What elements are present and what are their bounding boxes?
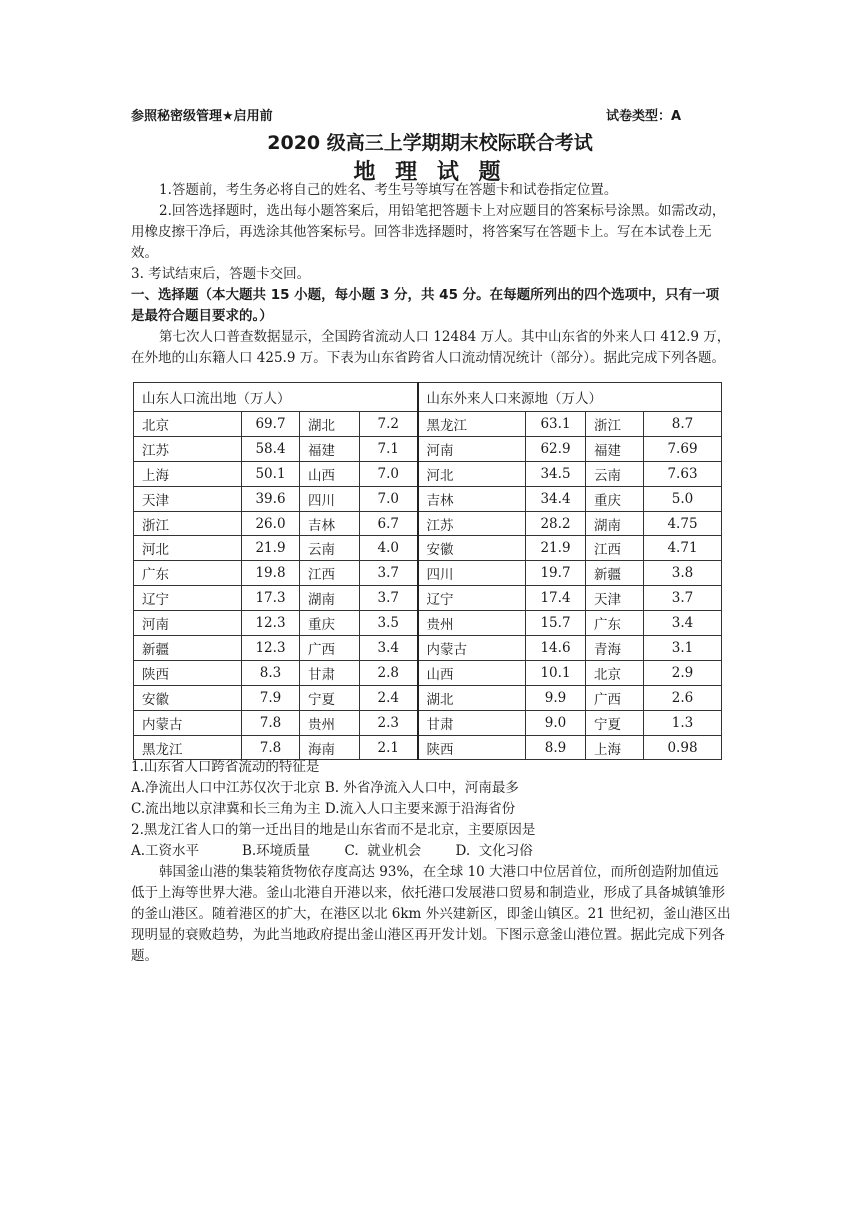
value-cell: 34.4 (526, 486, 586, 511)
value-cell: 34.5 (526, 461, 586, 486)
province-cell: 云南 (300, 536, 360, 561)
table-row (134, 636, 722, 661)
table-row (134, 412, 722, 437)
value-cell: 7.1 (360, 436, 418, 461)
province-cell: 青海 (586, 636, 644, 661)
value-cell: 26.0 (242, 511, 300, 536)
outflow-header: 山东人口流出地（万人） (134, 383, 418, 412)
province-cell: 福建 (300, 436, 360, 461)
province-cell: 山西 (418, 660, 526, 685)
value-cell: 7.0 (360, 461, 418, 486)
question-1-options-cd: C.流出地以京津冀和长三角为主 D.流入人口主要来源于沿海省份 (131, 801, 516, 817)
province-cell: 内蒙古 (134, 710, 242, 735)
province-cell: 甘肃 (418, 710, 526, 735)
province-cell: 贵州 (418, 611, 526, 636)
value-cell: 1.3 (644, 710, 722, 735)
instruction-1: 1.答题前，考生务必将自己的姓名、考生号等填写在答题卡和试卷指定位置。 (159, 182, 618, 198)
value-cell: 7.8 (242, 710, 300, 735)
value-cell: 7.0 (360, 486, 418, 511)
instructions (131, 180, 731, 369)
province-cell: 山西 (300, 461, 360, 486)
value-cell: 69.7 (242, 412, 300, 437)
value-cell: 7.2 (360, 412, 418, 437)
province-cell: 新疆 (134, 636, 242, 661)
province-cell: 宁夏 (586, 710, 644, 735)
value-cell: 12.3 (242, 611, 300, 636)
value-cell: 3.4 (360, 636, 418, 661)
table-row (134, 561, 722, 586)
paper-type-label: 试卷类型：A (606, 109, 682, 124)
subject-title: 地 理 试 题 (353, 160, 507, 185)
province-cell: 天津 (586, 586, 644, 611)
value-cell: 17.4 (526, 586, 586, 611)
province-cell: 安徽 (418, 536, 526, 561)
table-row (134, 611, 722, 636)
value-cell: 5.0 (644, 486, 722, 511)
province-cell: 湖北 (418, 685, 526, 710)
table-row (134, 586, 722, 611)
value-cell: 4.71 (644, 536, 722, 561)
migration-table (133, 382, 722, 760)
table-row (134, 685, 722, 710)
value-cell: 10.1 (526, 660, 586, 685)
province-cell: 内蒙古 (418, 636, 526, 661)
value-cell: 63.1 (526, 412, 586, 437)
section-heading: 一、选择题（本大题共 15 小题，每小题 3 分，共 45 分。在每题所列出的四个选项中，只有一项是最符合题目要求的。） (131, 287, 720, 324)
province-cell: 湖北 (300, 412, 360, 437)
province-cell: 广东 (134, 561, 242, 586)
province-cell: 浙江 (586, 412, 644, 437)
value-cell: 14.6 (526, 636, 586, 661)
value-cell: 15.7 (526, 611, 586, 636)
value-cell: 3.7 (360, 586, 418, 611)
value-cell: 2.6 (644, 685, 722, 710)
value-cell: 19.7 (526, 561, 586, 586)
instruction-3: 3. 考试结束后，答题卡交回。 (131, 266, 311, 282)
province-cell: 吉林 (418, 486, 526, 511)
province-cell: 江苏 (418, 511, 526, 536)
value-cell: 7.63 (644, 461, 722, 486)
value-cell: 9.0 (526, 710, 586, 735)
province-cell: 广西 (300, 636, 360, 661)
province-cell: 河南 (134, 611, 242, 636)
value-cell: 2.4 (360, 685, 418, 710)
province-cell: 陕西 (134, 660, 242, 685)
province-cell: 上海 (586, 735, 644, 760)
table-row (134, 536, 722, 561)
province-cell: 广西 (586, 685, 644, 710)
passage-1: 第七次人口普查数据显示，全国跨省流动人口 12484 万人。其中山东省的外来人口 412.9 万，在外地的山东籍人口 425.9 万。下表为山东省跨省人口流动情况统计（部分）。据此完成下列各题。 (131, 329, 731, 366)
province-cell: 四川 (300, 486, 360, 511)
table-row (134, 436, 722, 461)
province-cell: 江苏 (134, 436, 242, 461)
province-cell: 重庆 (300, 611, 360, 636)
province-cell: 广东 (586, 611, 644, 636)
value-cell: 2.9 (644, 660, 722, 685)
province-cell: 黑龙江 (134, 735, 242, 760)
value-cell: 17.3 (242, 586, 300, 611)
table-row (134, 486, 722, 511)
province-cell: 云南 (586, 461, 644, 486)
table-row (134, 660, 722, 685)
value-cell: 4.75 (644, 511, 722, 536)
province-cell: 辽宁 (418, 586, 526, 611)
province-cell: 河北 (418, 461, 526, 486)
inflow-header: 山东外来人口来源地（万人） (418, 383, 722, 412)
value-cell: 2.8 (360, 660, 418, 685)
value-cell: 3.7 (360, 561, 418, 586)
province-cell: 吉林 (300, 511, 360, 536)
province-cell: 贵州 (300, 710, 360, 735)
province-cell: 江西 (300, 561, 360, 586)
question-1-stem: 1.山东省人口跨省流动的特征是 (131, 759, 320, 775)
value-cell: 3.8 (644, 561, 722, 586)
question-1-options-ab: A.净流出人口中江苏仅次于北京 B. 外省净流入人口中，河南最多 (131, 780, 519, 796)
table-row (134, 461, 722, 486)
value-cell: 3.5 (360, 611, 418, 636)
questions (131, 757, 731, 967)
value-cell: 19.8 (242, 561, 300, 586)
instruction-2: 2.回答选择题时，选出每小题答案后，用铅笔把答题卡上对应题目的答案标号涂黑。如需改动，用橡皮擦干净后，再选涂其他答案标号。回答非选择题时，将答案写在答题卡上。写在本试卷上无效。 (131, 203, 726, 261)
table-body (134, 412, 722, 760)
value-cell: 2.3 (360, 710, 418, 735)
confidentiality-label: 参照秘密级管理★启用前 (131, 109, 273, 124)
value-cell: 0.98 (644, 735, 722, 760)
question-2-stem: 2.黑龙江省人口的第一迁出目的地是山东省而不是北京，主要原因是 (131, 822, 536, 838)
province-cell: 重庆 (586, 486, 644, 511)
province-cell: 北京 (134, 412, 242, 437)
value-cell: 62.9 (526, 436, 586, 461)
table-row (134, 710, 722, 735)
value-cell: 21.9 (526, 536, 586, 561)
province-cell: 甘肃 (300, 660, 360, 685)
value-cell: 28.2 (526, 511, 586, 536)
value-cell: 39.6 (242, 486, 300, 511)
value-cell: 2.1 (360, 735, 418, 760)
province-cell: 北京 (586, 660, 644, 685)
value-cell: 50.1 (242, 461, 300, 486)
province-cell: 上海 (134, 461, 242, 486)
value-cell: 4.0 (360, 536, 418, 561)
province-cell: 海南 (300, 735, 360, 760)
province-cell: 新疆 (586, 561, 644, 586)
value-cell: 58.4 (242, 436, 300, 461)
passage-2: 韩国釜山港的集装箱货物依存度高达 93%，在全球 10 大港口中位居首位，而所创造附加值远低于上海等世界大港。釜山北港自开港以来，依托港口发展港口贸易和制造业，形成了具备城镇雏形的釜山港区。随着港区的扩大，在港区以北 6km 外兴建新区，即釜山镇区。21 世纪初，釜山港区出现明显的衰败趋势，为此当地政府提出釜山港区再开发计划。下图示意釜山港位置。据此完成下列各题。 (131, 864, 731, 964)
question-2-options: A.工资水平 B.环境质量 C. 就业机会 D. 文化习俗 (131, 843, 533, 859)
province-cell: 陕西 (418, 735, 526, 760)
value-cell: 7.9 (242, 685, 300, 710)
province-cell: 天津 (134, 486, 242, 511)
province-cell: 黑龙江 (418, 412, 526, 437)
value-cell: 8.3 (242, 660, 300, 685)
province-cell: 辽宁 (134, 586, 242, 611)
province-cell: 安徽 (134, 685, 242, 710)
province-cell: 福建 (586, 436, 644, 461)
province-cell: 湖南 (300, 586, 360, 611)
value-cell: 3.1 (644, 636, 722, 661)
province-cell: 河南 (418, 436, 526, 461)
value-cell: 7.8 (242, 735, 300, 760)
exam-title: 2020 级高三上学期期末校际联合考试 (267, 132, 593, 154)
value-cell: 9.9 (526, 685, 586, 710)
value-cell: 3.4 (644, 611, 722, 636)
value-cell: 3.7 (644, 586, 722, 611)
table-row (134, 511, 722, 536)
province-cell: 四川 (418, 561, 526, 586)
value-cell: 8.7 (644, 412, 722, 437)
value-cell: 8.9 (526, 735, 586, 760)
value-cell: 7.69 (644, 436, 722, 461)
province-cell: 湖南 (586, 511, 644, 536)
value-cell: 21.9 (242, 536, 300, 561)
value-cell: 6.7 (360, 511, 418, 536)
value-cell: 12.3 (242, 636, 300, 661)
province-cell: 江西 (586, 536, 644, 561)
province-cell: 浙江 (134, 511, 242, 536)
province-cell: 河北 (134, 536, 242, 561)
province-cell: 宁夏 (300, 685, 360, 710)
